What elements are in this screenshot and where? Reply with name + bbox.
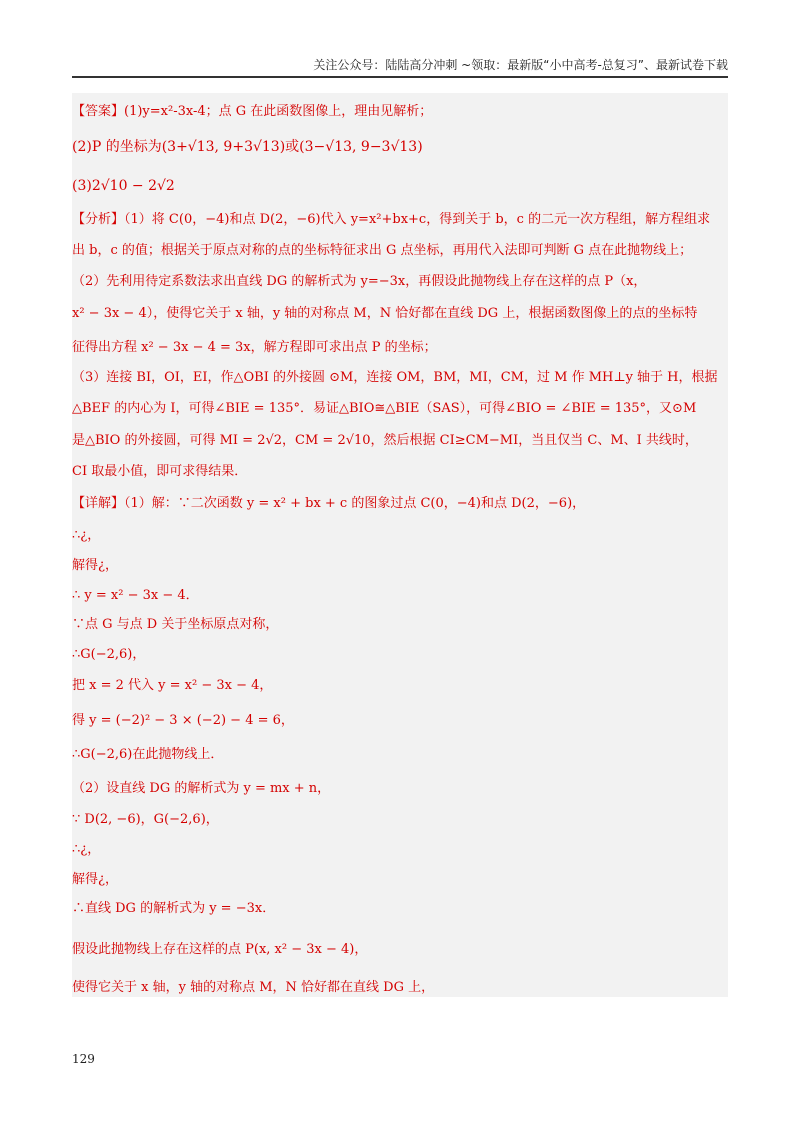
detail-line-16: 使得它关于 x 轴，y 轴的对称点 M，N 恰好都在直线 DG 上，	[72, 980, 435, 995]
analysis-line-9: CI 取最小值，即可求得结果．	[72, 464, 248, 479]
detail-line-14: ∴直线 DG 的解析式为 y = −3x．	[72, 901, 276, 916]
answer-line-3: (3)2√10 − 2√2	[72, 178, 175, 194]
detail-line-3: 解得¿，	[72, 558, 118, 573]
detail-line-4: ∴ y = x² − 3x − 4．	[72, 588, 199, 603]
detail-line-11: ∵ D(2, −6)，G(−2,6)，	[72, 812, 219, 827]
detail-line-8: 得 y = (−2)² − 3 × (−2) − 4 = 6，	[72, 713, 294, 728]
answer-line-1: 【答案】(1)y=x²-3x-4；点 G 在此函数图像上，理由见解析；	[72, 104, 433, 119]
detail-line-5: ∵点 G 与点 D 关于坐标原点对称，	[72, 617, 279, 632]
page-number: 129	[72, 1052, 95, 1066]
detail-line-7: 把 x = 2 代入 y = x² − 3x − 4，	[72, 678, 273, 693]
solution-content	[72, 93, 728, 997]
analysis-line-3: （2）先利用待定系数法求出直线 DG 的解析式为 y=−3x，再假设此抛物线上存在这样的点 P（x，	[72, 274, 647, 289]
detail-line-2: ∴¿，	[72, 528, 101, 543]
answer-tag: 【答案】	[72, 104, 125, 119]
analysis-line-4: x² − 3x − 4），使得它关于 x 轴，y 轴的对称点 M，N 恰好都在直线 DG 上，根据函数图像上的点的坐标特	[72, 306, 698, 321]
analysis-line-7: △BEF 的内心为 I，可得∠BIE = 135°．易证△BIO≅△BIE（SAS），可得∠BIO = ∠BIE = 135°，又⊙M	[72, 401, 697, 416]
analysis-line-2: 出 b，c 的值；根据关于原点对称的点的坐标特征求出 G 点坐标，再用代入法即可判断 G 点在此抛物线上；	[72, 243, 693, 258]
detail-tag: 【详解】	[72, 496, 125, 511]
analysis-line-5: 征得出方程 x² − 3x − 4 = 3x，解方程即可求出点 P 的坐标；	[72, 340, 437, 355]
detail-line-10: （2）设直线 DG 的解析式为 y = mx + n，	[72, 781, 331, 796]
detail-line-9: ∴G(−2,6)在此抛物线上．	[72, 747, 224, 762]
detail-line-6: ∴G(−2,6)，	[72, 647, 146, 662]
detail-line-12: ∴¿，	[72, 842, 101, 857]
analysis-line-8: 是△BIO 的外接圆，可得 MI = 2√2，CM = 2√10，然后根据 CI≥CM−MI，当且仅当 C、M、I 共线时，	[72, 433, 698, 448]
header-divider	[72, 76, 728, 78]
detail-line-13: 解得¿，	[72, 872, 118, 887]
detail-line-15: 假设此抛物线上存在这样的点 P(x, x² − 3x − 4)，	[72, 942, 368, 957]
analysis-tag: 【分析】	[72, 212, 125, 227]
detail-line-1: 【详解】（1）解：∵二次函数 y = x² + bx + c 的图象过点 C(0，−4)和点 D(2，−6)，	[72, 496, 586, 511]
analysis-line-1: 【分析】（1）将 C(0，−4)和点 D(2，−6)代入 y=x²+bx+c，得到关于 b，c 的二元一次方程组，解方程组求	[72, 212, 711, 227]
analysis-line-6: （3）连接 BI，OI，EI，作△OBI 的外接圆 ⊙M，连接 OM，BM，MI，CM，过 M 作 MH⊥y 轴于 H，根据	[72, 370, 718, 385]
page-header: 关注公众号：陆陆高分冲刺 ~领取：最新版“小中高考-总复习”、最新试卷下载	[313, 58, 728, 72]
answer-line-2: (2)P 的坐标为(3+√13, 9+3√13)或(3−√13, 9−3√13)	[72, 139, 423, 155]
